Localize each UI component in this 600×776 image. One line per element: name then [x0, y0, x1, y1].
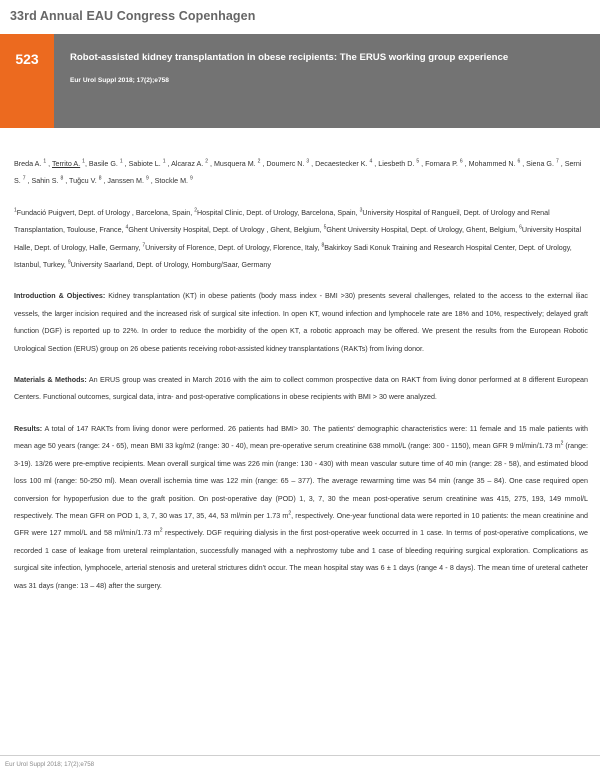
congress-title: 33rd Annual EAU Congress Copenhagen [10, 9, 256, 23]
section-methods [14, 372, 588, 407]
page-footer: Eur Urol Suppl 2018; 17(2);e758 [0, 755, 600, 768]
section-heading: Materials & Methods: [14, 376, 87, 385]
section-heading: Results: [14, 424, 43, 433]
section-text: An ERUS group was created in March 2016 with the aim to collect common prospective data on RAKT from living donor performed at 8 different European Centers. Functional outcomes, surgical data, intra- and post-operative complications in obese recipients with BMI > 30 were analyzed. [14, 376, 588, 402]
affiliations: $^1$Fundació Puigvert, Dept. of Urology , Barcelona, Spain, $^2$Hospital Clinic, Dept. of Urology, Barcelona, Spain, $^3$University Hospital of Rangueil, Dept. of Urology and Renal Transplantation, Toulouse, France, $^4$Ghent University Hospital, Dept. of Urology , Ghent, Belgium, $^5$Ghent University Hospital, Dept. of Urology, Ghent, Belgium, $^6$University Hospital Halle, Dept. of Urology, Halle, Germany, $^7$University of Florence, Dept. of Urology, Florence, Italy, $^8$Bakirkoy Sadi Konuk Training and Research Hospital Center, Dept. of Urology, Istanbul, Turkey, $^9$University Saarland, Dept. of Urology, Homburg/Saar, Germany [14, 207, 582, 270]
abstract-banner-body [54, 34, 600, 128]
abstract-number: 523 [0, 34, 54, 128]
abstract-title: Robot-assisted kidney transplantation in obese recipients: The ERUS working group experience [70, 52, 509, 63]
author-list: Breda A. $^1$ , Territo A. $^1$, Basile G. $^1$ , Sabiote L. $^1$ , Alcaraz A. $^2$ , Musquera M. $^2$ , Doumerc N. $^3$ , Decaestecker K. $^4$ , Liesbeth D. $^5$ , Fornara P. $^6$ , Mohammed N. $^6$ , Siena G. $^7$ , Serni S. $^7$ , Sahin S. $^8$ , Tuğcu V. $^8$ , Janssen M. $^9$ , Stockle M. $^9$ [14, 158, 582, 186]
section-results [14, 421, 588, 595]
abstract-citation: Eur Urol Suppl 2018; 17(2);e758 [70, 77, 169, 84]
section-introduction [14, 288, 588, 358]
abstract-banner [0, 34, 600, 128]
section-text: A total of 147 RAKTs from living donor were performed. 26 patients had BMI> 30. The patients' demographic characteristics were: 11 female and 15 male patients with mean age 50 years (range: 24 - 65), mean BMI 33 kg/m2 (range: 30 - 40), mean pre-operative serum creatinine 638 mmol/L (range: 300 - 1150), mean GFR 9 ml/min/1.73 $m^2$ (range: 3-19). 13/26 were pre-emptive recipients. Mean overall surgical time was 226 min (range: 130 - 430) with mean vascular suture time of 40 min (range: 28 - 58), and estimated blood loss 100 ml (range: 50-250 ml). Mean overall ischemia time was 122 min (range: 65 – 377). The average rewarming time was 54 min (range 35 – 84). One case required open conversion for hypoperfusion due to the graft position. On post-operative day (POD) 1, 3, 7, 30 the mean post-operative serum creatinine was 415, 275, 193, 149 mmol/L respectively. The mean GFR on POD 1, 3, 7, 30 was 17, 35, 44, 53 ml/min per 1.73 $m^2$, respectively. One-year functional data were reported in 10 patients: the mean creatinine and GFR were 127 mmol/L and 58 ml/min/1.73 $m^2$ respectively. DGF requiring dialysis in the first post-operative week occurred in 1 case. In terms of post-operative complications, we recorded 1 case of leakage from ureteral reimplantation, successfully managed with a nephrostomy tube and 1 case of bleeding requiring surgical exploration. Complications as surgical site infection, lymphocele, arterial stenosis and ureteral strictures didn't occur. The mean hospital stay was 6 ± 1 days (range 4 - 8 days). The mean time of ureteral catheter was 31 days (range: 13 – 48) after the surgery. [14, 424, 589, 590]
section-text: Kidney transplantation (KT) in obese patients (body mass index - BMI >30) presents several challenges, related to the access to the external iliac vessels, the larger incision required and the increased risk of surgical site infection. In open KT, wound infection and lymphocele rate are 18% and 10%, respectively; delayed graft function (DGF) is reported up to 22%. In order to reduce the morbidity of the open KT, a robotic approach may be offered. We present the results from the European Robotic Urological Section (ERUS) group on 26 obese patients receiving robot-assisted kidney transplantations (RAKTs) from living donor. [14, 292, 589, 353]
section-heading: Introduction & Objectives: [14, 292, 106, 301]
abstract-content [14, 156, 588, 609]
